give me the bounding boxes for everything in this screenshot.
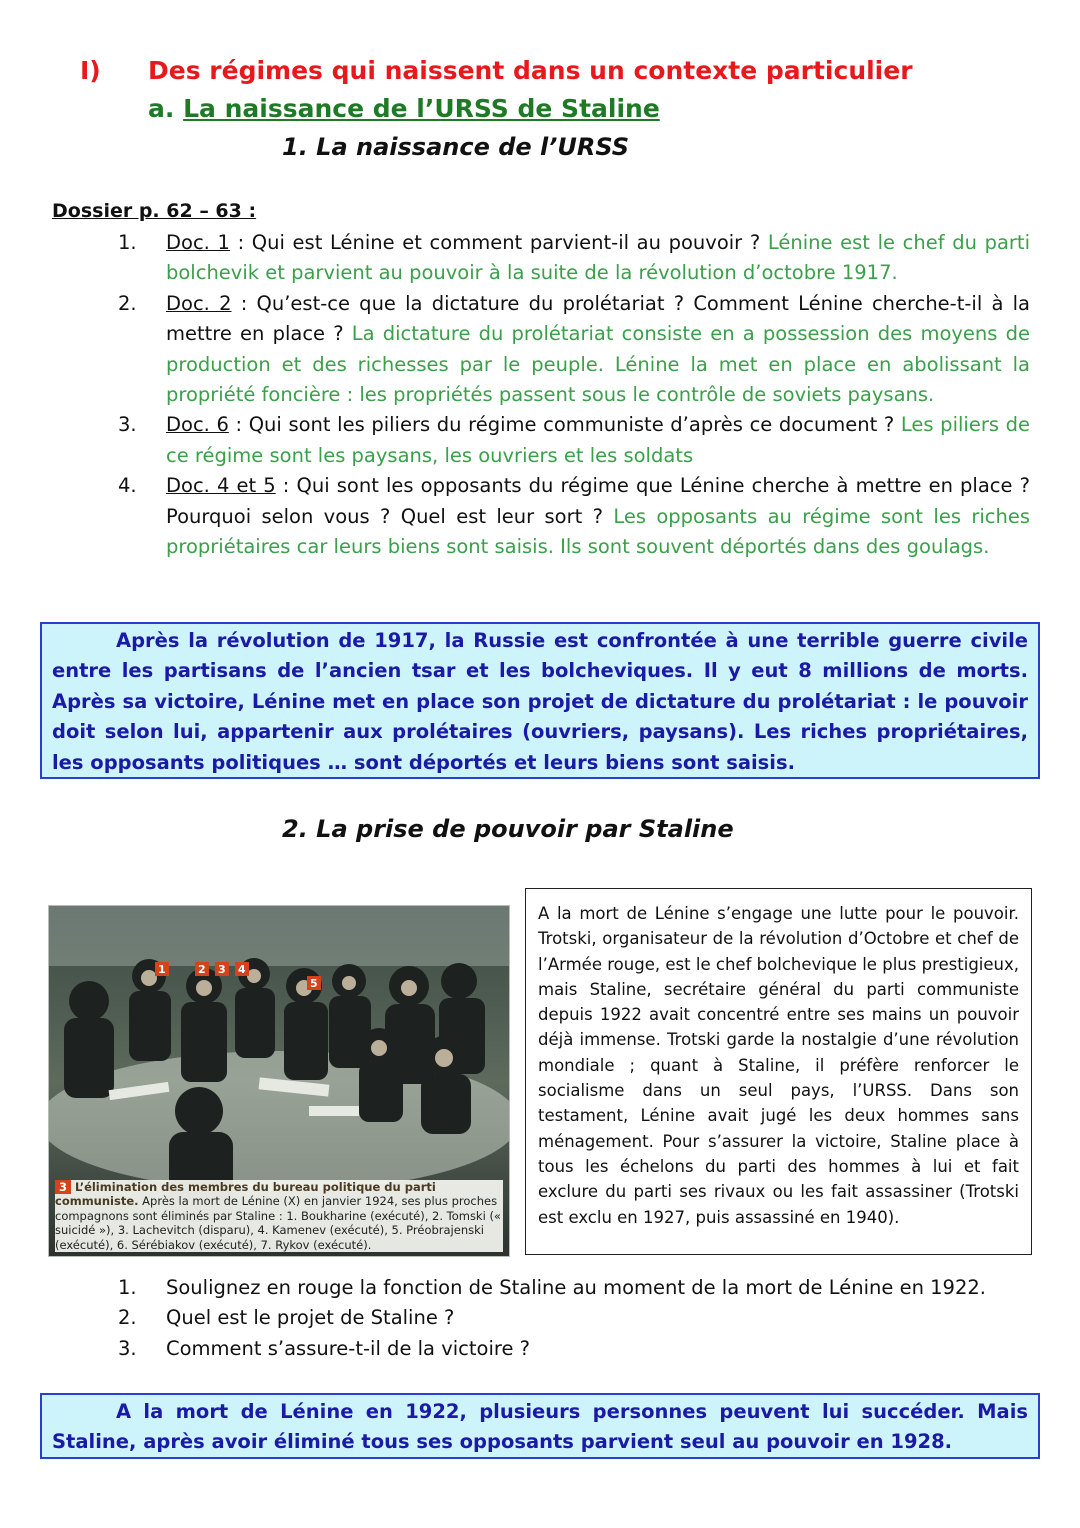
summary-box-2: [40, 1393, 1040, 1459]
list-item: [112, 289, 1030, 411]
list-item: [112, 1273, 1030, 1303]
caption-title: L’élimination des membres du bureau politique du parti communiste.: [55, 1179, 436, 1208]
photo-caption: [55, 1180, 503, 1253]
heading-level-2: [148, 94, 660, 123]
question-text: : Qu’est-ce que la dictature du prolétariat ? Comment Lénine cherche-t-il à la mettre en place ?: [166, 291, 1030, 346]
item-number: 3.: [118, 1336, 137, 1360]
photo-marker: 5: [310, 977, 318, 990]
question-text: : Qui sont les opposants du régime que Lénine cherche à mettre en place ? Pourquoi selon vous ? Quel est leur sort ?: [166, 474, 1030, 528]
answer-text: Les opposants au régime sont les riches propriétaires car leurs biens sont saisis. Ils sont souvent déportés dans des goulags.: [166, 504, 1031, 559]
heading-level-1: [80, 56, 913, 85]
question-text: : Qui est Lénine et comment parvient-il au pouvoir ?: [229, 231, 768, 254]
question-text: Quel est le projet de Staline ?: [166, 1306, 455, 1330]
doc-reference: Doc. 2: [166, 291, 232, 315]
photo-marker: 3: [218, 963, 226, 976]
heading-3-urss: 1. La naissance de l’URSS: [282, 133, 630, 161]
question-text: Soulignez en rouge la fonction de Staline au moment de la mort de Lénine en 1922.: [166, 1276, 986, 1299]
summary-1-text: Après la révolution de 1917, la Russie est confrontée à une terrible guerre civile entre les partisans de l’ancien tsar et les bolcheviques. Il y eut 8 millions de morts. Après sa victoire, Lénine met en place son projet de dictature du prolétariat : le pouvoir doit selon lui, appartenir aux prolétaires (ouvriers, paysans). Les riches propriétaires, les opposants politiques … sont déportés et leurs biens sont saisis.: [52, 629, 1028, 774]
question-text: Comment s’assure-t-il de la victoire ?: [166, 1336, 531, 1360]
photo-marker: 1: [158, 963, 166, 976]
dossier-label: Dossier p. 62 – 63 :: [52, 200, 257, 222]
question-list-2: [112, 1273, 1030, 1364]
item-number: 4.: [118, 474, 137, 498]
heading-1-text: Des régimes qui naissent dans un contexte particulier: [148, 56, 913, 85]
heading-3-staline: 2. La prise de pouvoir par Staline: [282, 815, 734, 843]
question-list-1: [112, 228, 1030, 562]
question-text: : Qui sont les piliers du régime communiste d’après ce document ?: [228, 413, 901, 437]
item-number: 2.: [118, 1306, 137, 1330]
list-item: [112, 1303, 1030, 1333]
answer-text: La dictature du prolétariat consiste en a possession des moyens de production et des richesses par le peuple. Lénine la met en place en abolissant la propriété foncière : les propriétés passent sous le contrôle de soviets paysans.: [166, 322, 1030, 407]
answer-text: Les piliers de ce régime sont les paysans, les ouvriers et les soldats: [166, 413, 1030, 467]
list-item: [112, 471, 1030, 562]
figure-number: 3: [55, 1180, 71, 1195]
staline-text-box: A la mort de Lénine s’engage une lutte pour le pouvoir. Trotski, organisateur de la révolution d’Octobre et chef de l’Armée rouge, est le chef bolchevique le plus prestigieux, mais Staline, secrétaire général du parti communiste depuis 1922 avait concentré entre ses mains un pouvoir déjà immense. Trotski garde la nostalgie d’une révolution mondiale ; quant à Staline, il préfère renforcer le socialisme dans un seul pays, l’URSS. Dans son testament, Lénine avait jugé les deux hommes sans ménagement. Pour s’assurer la victoire, Staline place à tous les échelons du parti des hommes à lui et fait exclure du parti ses rivaux ou les fait assassiner (Trotski est exclu en 1927, puis assassiné en 1940).: [525, 888, 1032, 1255]
list-item: [112, 228, 1030, 289]
summary-box-1: [40, 622, 1040, 779]
list-item: [112, 1334, 1030, 1364]
photo-marker: 2: [198, 963, 206, 976]
summary-2-text: A la mort de Lénine en 1922, plusieurs personnes peuvent lui succéder. Mais Staline, après avoir éliminé tous ses opposants parvient seul au pouvoir en 1928.: [52, 1400, 1028, 1454]
answer-text: Lénine est le chef du parti bolchevik et parvient au pouvoir à la suite de la révolution d’octobre 1917.: [166, 231, 1030, 285]
item-number: 1.: [118, 231, 137, 254]
historical-photo: [48, 905, 510, 1257]
item-number: 1.: [118, 1276, 137, 1299]
photo-marker: 4: [238, 963, 246, 976]
heading-2-letter: a.: [148, 94, 175, 123]
doc-reference: Doc. 6: [166, 413, 229, 437]
heading-2-text: La naissance de l’URSS de Staline: [183, 94, 660, 123]
caption-text: Après la mort de Lénine (X) en janvier 1924, ses plus proches compagnons sont éliminés par Staline : 1. Boukharine (exécuté), 2. Tomski (« suicidé »), 3. Lachevitch (disparu), 4. Kamenev (exécuté), 5. Préobrajenski (exécuté), 6. Sérébiakov (exécuté), 7. Rykov (exécuté).: [55, 1194, 501, 1252]
heading-1-number: I): [80, 56, 101, 85]
item-number: 2.: [118, 291, 137, 315]
list-item: [112, 410, 1030, 471]
item-number: 3.: [118, 413, 137, 437]
doc-reference: Doc. 1: [166, 231, 230, 254]
doc-reference: Doc. 4 et 5: [166, 474, 276, 498]
